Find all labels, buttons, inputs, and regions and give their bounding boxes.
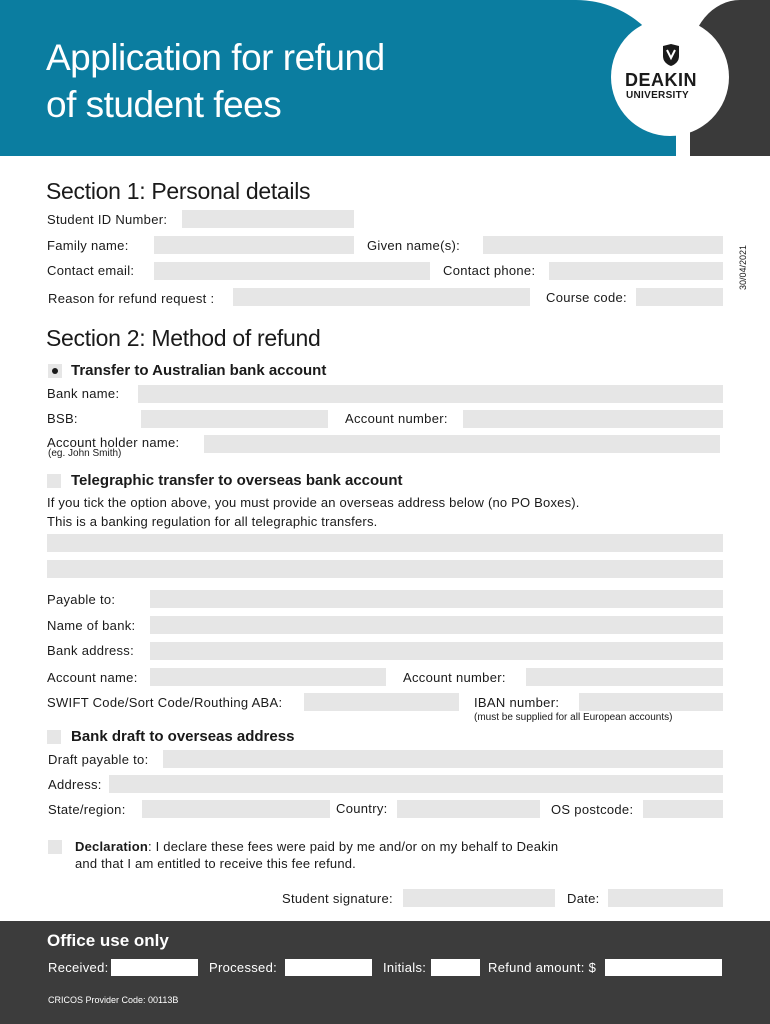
draft-address-label: Address: [48, 777, 102, 792]
signature-label: Student signature: [282, 891, 393, 906]
tt-account-number-field[interactable] [526, 668, 723, 686]
bsb-field[interactable] [141, 410, 328, 428]
refund-amount-field[interactable] [605, 959, 722, 976]
declaration-checkbox[interactable] [48, 840, 62, 854]
country-field[interactable] [397, 800, 540, 818]
draft-payable-field[interactable] [163, 750, 723, 768]
title-line-1: Application for refund [46, 37, 385, 78]
contact-phone-field[interactable] [549, 262, 723, 280]
course-code-label: Course code: [546, 290, 627, 305]
bank-draft-title: Bank draft to overseas address [71, 728, 295, 745]
declaration-line-1-text: : I declare these fees were paid by me and/or on my behalf to Deakin [148, 839, 559, 854]
radio-selected-dot [52, 368, 58, 374]
bsb-label: BSB: [47, 411, 78, 426]
bank-draft-checkbox[interactable] [47, 730, 61, 744]
student-id-field[interactable] [182, 210, 354, 228]
account-name-field[interactable] [150, 668, 386, 686]
title-line-2: of student fees [46, 84, 282, 125]
bank-name-label: Bank name: [47, 386, 120, 401]
family-name-label: Family name: [47, 238, 129, 253]
declaration-bold: Declaration [75, 839, 149, 854]
processed-label: Processed: [209, 960, 278, 975]
iban-field[interactable] [579, 693, 723, 711]
tt-transfer-checkbox[interactable] [47, 474, 61, 488]
tt-transfer-title: Telegraphic transfer to overseas bank account [71, 472, 403, 489]
date-label: Date: [567, 891, 600, 906]
country-label: Country: [336, 801, 388, 816]
date-field[interactable] [608, 889, 723, 907]
swift-field[interactable] [304, 693, 459, 711]
deakin-crest-icon [661, 44, 681, 66]
iban-hint: (must be supplied for all European accounts) [474, 712, 673, 723]
bank-name-field[interactable] [138, 385, 723, 403]
iban-label: IBAN number: [474, 695, 560, 710]
state-region-label: State/region: [48, 802, 126, 817]
refund-amount-label: Refund amount: $ [488, 960, 597, 975]
given-names-label: Given name(s): [367, 238, 461, 253]
contact-phone-label: Contact phone: [443, 263, 536, 278]
logo-name: DEAKIN [625, 70, 698, 90]
overseas-address-field-1[interactable] [47, 534, 723, 552]
office-use-heading: Office use only [47, 931, 169, 950]
au-account-number-field[interactable] [463, 410, 723, 428]
payable-to-field[interactable] [150, 590, 723, 608]
au-transfer-title: Transfer to Australian bank account [71, 362, 327, 379]
given-names-field[interactable] [483, 236, 723, 254]
section2-heading: Section 2: Method of refund [46, 325, 321, 351]
os-postcode-field[interactable] [643, 800, 723, 818]
swift-label: SWIFT Code/Sort Code/Routhing ABA: [47, 695, 283, 710]
reason-field[interactable] [233, 288, 530, 306]
side-date: 30/04/2021 [738, 244, 748, 290]
holder-name-field[interactable] [204, 435, 720, 453]
received-field[interactable] [111, 959, 198, 976]
account-name-label: Account name: [47, 670, 138, 685]
name-of-bank-field[interactable] [150, 616, 723, 634]
holder-name-label: Account holder name: [47, 435, 180, 450]
received-label: Received: [48, 960, 109, 975]
bank-address-field[interactable] [150, 642, 723, 660]
family-name-field[interactable] [154, 236, 354, 254]
overseas-address-field-2[interactable] [47, 560, 723, 578]
tt-note-line-1: If you tick the option above, you must provide an overseas address below (no PO Boxes). [47, 495, 580, 510]
tt-note-line-2: This is a banking regulation for all telegraphic transfers. [47, 514, 378, 529]
signature-field[interactable] [403, 889, 555, 907]
student-id-label: Student ID Number: [47, 212, 168, 227]
course-code-field[interactable] [636, 288, 723, 306]
au-account-number-label: Account number: [345, 411, 448, 426]
contact-email-label: Contact email: [47, 263, 135, 278]
page-title [46, 34, 385, 128]
initials-label: Initials: [383, 960, 427, 975]
name-of-bank-label: Name of bank: [47, 618, 136, 633]
bank-address-label: Bank address: [47, 643, 135, 658]
section1-heading: Section 1: Personal details [46, 178, 311, 204]
declaration-line-2: and that I am entitled to receive this fee refund. [75, 856, 356, 871]
processed-field[interactable] [285, 959, 372, 976]
cricos-code: CRICOS Provider Code: 00113B [48, 995, 179, 1005]
declaration-line-1 [75, 839, 558, 854]
office-use-panel [0, 921, 770, 1024]
contact-email-field[interactable] [154, 262, 430, 280]
state-region-field[interactable] [142, 800, 330, 818]
os-postcode-label: OS postcode: [551, 802, 634, 817]
draft-payable-label: Draft payable to: [48, 752, 149, 767]
deakin-logo [611, 18, 729, 136]
tt-account-number-label: Account number: [403, 670, 506, 685]
reason-label: Reason for refund request : [48, 291, 215, 306]
au-transfer-radio[interactable] [48, 364, 62, 378]
holder-name-hint: (eg. John Smith) [48, 448, 122, 459]
logo-sub: UNIVERSITY [626, 90, 690, 101]
initials-field[interactable] [431, 959, 480, 976]
payable-to-label: Payable to: [47, 592, 116, 607]
draft-address-field[interactable] [109, 775, 723, 793]
